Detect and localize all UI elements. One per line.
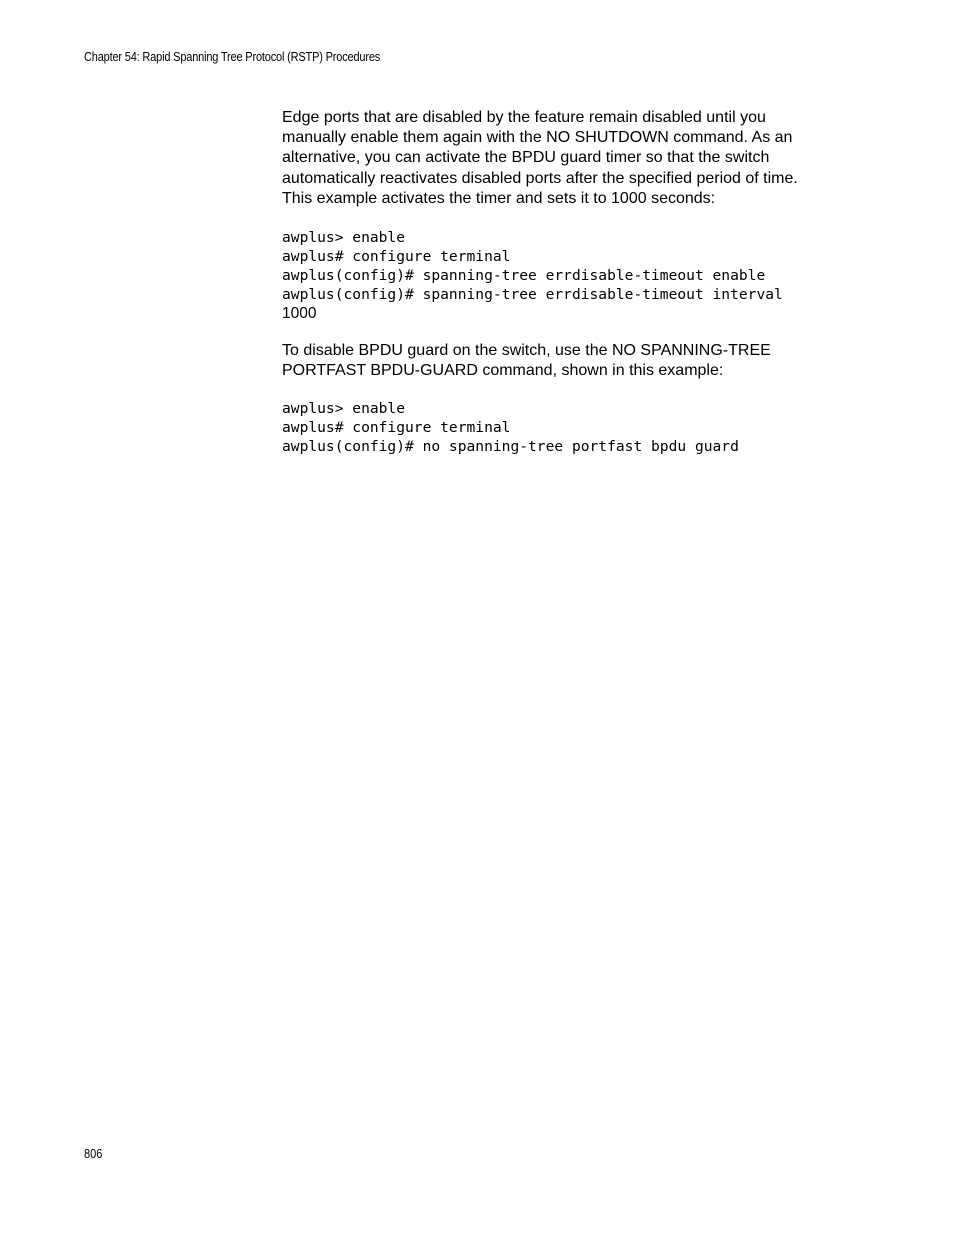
page-content: [282, 108, 842, 456]
paragraph-line: Edge ports that are disabled by the feature remain disabled until you: [282, 109, 766, 126]
code-line: awplus> enable: [282, 229, 406, 247]
code-line: awplus(config)# no spanning-tree portfast bpdu guard: [282, 438, 739, 456]
running-header: Chapter 54: Rapid Spanning Tree Protocol (RSTP) Procedures: [84, 50, 381, 64]
page-number: 806: [84, 1147, 103, 1161]
code-line: awplus> enable: [282, 400, 406, 418]
paragraph-line: automatically reactivates disabled ports after the specified period of time.: [282, 169, 798, 187]
paragraph-line: manually enable them again with the NO SHUTDOWN command. As an: [282, 129, 793, 147]
paragraph-line: PORTFAST BPDU-GUARD command, shown in this example:: [282, 362, 724, 380]
paragraph-line: To disable BPDU guard on the switch, use the NO SPANNING-TREE: [282, 342, 771, 360]
paragraph-bpdu-guard-timer: [282, 108, 842, 209]
code-line: awplus(config)# spanning-tree errdisable-timeout interval: [282, 286, 783, 304]
code-line: awplus# configure terminal: [282, 248, 511, 266]
code-line: awplus(config)# spanning-tree errdisable-timeout enable: [282, 267, 766, 285]
paragraph-line: This example activates the timer and sets it to 1000 seconds:: [282, 189, 716, 207]
paragraph-line: alternative, you can activate the BPDU guard timer so that the switch: [282, 149, 770, 167]
code-example-disable: [282, 399, 842, 456]
code-example-timer: [282, 228, 842, 323]
code-line: awplus# configure terminal: [282, 419, 511, 437]
code-line: 1000: [282, 305, 317, 323]
paragraph-disable-bpdu-guard: [282, 341, 842, 381]
